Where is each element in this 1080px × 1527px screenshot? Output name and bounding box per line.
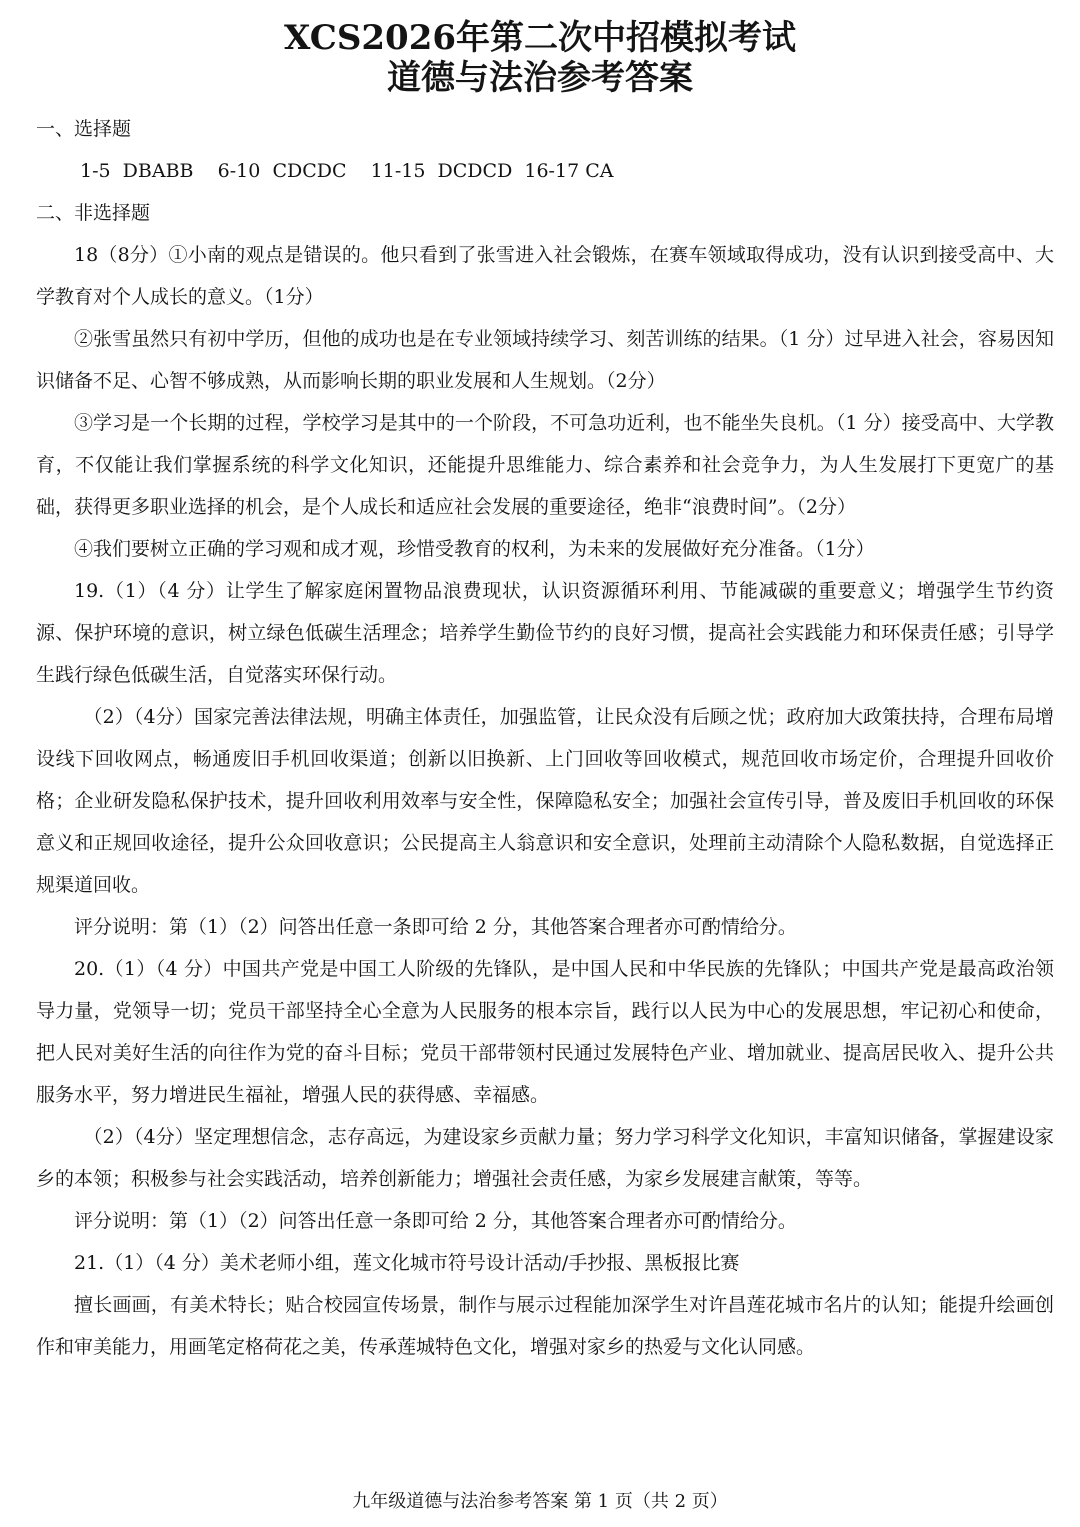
answer-21-reason: 擅长画画，有美术特长；贴合校园宣传场景，制作与展示过程能加深学生对许昌莲花城市名片的认知；能提升绘画创作和审美能力，用画笔定格荷花之美，传承莲城特色文化，增强对家乡的热爱与文化认同感。 <box>36 1294 1054 1358</box>
answer-19-q2: （2）（4分）国家完善法律法规，明确主体责任，加强监管，让民众没有后顾之忧；政府加大政策扶持，合理布局增设线下回收网点，畅通废旧手机回收渠道；创新以旧换新、上门回收等回收模式，规范回收市场定价，合理提升回收价格；企业研发隐私保护技术，提升回收利用效率与安全性，保障隐私安全；加强社会宣传引导，普及废旧手机回收的环保意义和正规回收途径，提升公众回收意识；公民提高主人翁意识和安全意识，处理前主动清除个人隐私数据，自觉选择正规渠道回收。 <box>36 706 1054 896</box>
scoring-note-20: 评分说明：第（1）（2）问答出任意一条即可给 2 分，其他答案合理者亦可酌情给分。 <box>74 1210 797 1232</box>
choice-answers: 1-5 DBABB 6-10 CDCDC 11-15 DCDCD 16-17 CA <box>80 160 614 182</box>
answer-19-q1: 19.（1）（4 分）让学生了解家庭闲置物品浪费现状，认识资源循环利用、节能减碳的重要意义；增强学生节约资源、保护环境的意识，树立绿色低碳生活理念；培养学生勤俭节约的良好习惯，提高社会实践能力和环保责任感；引导学生践行绿色低碳生活，自觉落实环保行动。 <box>36 580 1054 686</box>
answer-18-part3: ③学习是一个长期的过程，学校学习是其中的一个阶段，不可急功近利，也不能坐失良机。（1 分）接受高中、大学教育，不仅能让我们掌握系统的科学文化知识，还能提升思维能力、综合素养和社会竞争力，为人生发展打下更宽广的基础，获得更多职业选择的机会，是个人成长和适应社会发展的重要途径，绝非“浪费时间”。（2分） <box>36 412 1054 518</box>
answer-18-part1: 18（8分）①小南的观点是错误的。他只看到了张雪进入社会锻炼，在赛车领域取得成功，没有认识到接受高中、大学教育对个人成长的意义。（1分） <box>36 244 1054 308</box>
page-footer: 九年级道德与法治参考答案 第 1 页（共 2 页） <box>352 1491 728 1512</box>
exam-title: XCS2026年第二次中招模拟考试 <box>283 18 797 58</box>
section-heading-nonchoice: 二、非选择题 <box>36 202 151 224</box>
answer-18-part4: ④我们要树立正确的学习观和成才观，珍惜受教育的权利，为未来的发展做好充分准备。（1分） <box>74 538 875 560</box>
answer-20-q2: （2）（4分）坚定理想信念，志存高远，为建设家乡贡献力量；努力学习科学文化知识，丰富知识储备，掌握建设家乡的本领；积极参与社会实践活动，培养创新能力；增强社会责任感，为家乡发展建言献策，等等。 <box>36 1126 1054 1190</box>
scoring-note-19: 评分说明：第（1）（2）问答出任意一条即可给 2 分，其他答案合理者亦可酌情给分。 <box>74 916 797 938</box>
answer-content <box>36 108 1054 1368</box>
answer-21-q1: 21.（1）（4 分）美术老师小组，莲文化城市符号设计活动/手抄报、黑板报比赛 <box>74 1252 740 1274</box>
answer-20-q1: 20.（1）（4 分）中国共产党是中国工人阶级的先锋队，是中国人民和中华民族的先锋队；中国共产党是最高政治领导力量，党领导一切；党员干部坚持全心全意为人民服务的根本宗旨，践行以人民为中心的发展思想，牢记初心和使命，把人民对美好生活的向往作为党的奋斗目标；党员干部带领村民通过发展特色产业、增加就业、提高居民收入、提升公共服务水平，努力增进民生福祉，增强人民的获得感、幸福感。 <box>36 958 1054 1106</box>
section-heading-choice: 一、选择题 <box>36 118 132 140</box>
answer-18-part2: ②张雪虽然只有初中学历，但他的成功也是在专业领域持续学习、刻苦训练的结果。（1 分）过早进入社会，容易因知识储备不足、心智不够成熟，从而影响长期的职业发展和人生规划。（2分） <box>36 328 1054 392</box>
subject-title: 道德与法治参考答案 <box>387 58 693 98</box>
